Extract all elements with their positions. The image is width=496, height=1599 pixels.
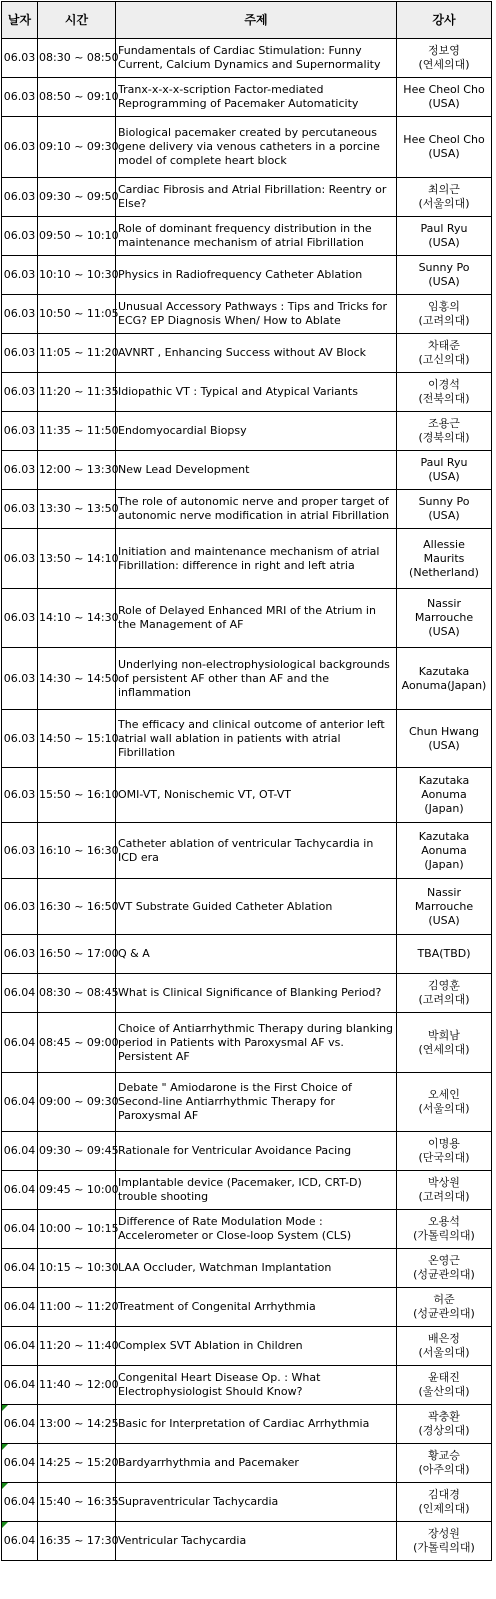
date-cell: 06.03 — [2, 823, 38, 879]
topic-cell: Difference of Rate Modulation Mode : Accelerometer or Close-loop System (CLS) — [116, 1210, 397, 1249]
time-cell: 14:25 ~ 15:20 — [38, 1444, 116, 1483]
date-cell: 06.03 — [2, 295, 38, 334]
table-row — [2, 768, 492, 823]
speaker-cell: 허준 (성균관의대) — [397, 1288, 492, 1327]
speaker-cell: Nassir Marrouche (USA) — [397, 589, 492, 648]
table-row — [2, 1210, 492, 1249]
topic-cell: Treatment of Congenital Arrhythmia — [116, 1288, 397, 1327]
time-cell: 14:50 ~ 15:10 — [38, 710, 116, 768]
table-row — [2, 1444, 492, 1483]
date-cell: 06.04 — [2, 1171, 38, 1210]
time-cell: 08:50 ~ 09:10 — [38, 78, 116, 117]
speaker-cell: 정보영 (연세의대) — [397, 39, 492, 78]
speaker-cell: Kazutaka Aonuma (Japan) — [397, 823, 492, 879]
table-row — [2, 373, 492, 412]
time-cell: 09:30 ~ 09:45 — [38, 1132, 116, 1171]
date-cell: 06.03 — [2, 529, 38, 589]
time-cell: 09:45 ~ 10:00 — [38, 1171, 116, 1210]
time-cell: 16:30 ~ 16:50 — [38, 879, 116, 935]
date-cell: 06.03 — [2, 373, 38, 412]
date-cell: 06.03 — [2, 451, 38, 490]
time-cell: 10:00 ~ 10:15 — [38, 1210, 116, 1249]
table-row — [2, 1249, 492, 1288]
speaker-cell: 최의근 (서울의대) — [397, 178, 492, 217]
speaker-cell: 임홍의 (고려의대) — [397, 295, 492, 334]
table-row — [2, 451, 492, 490]
topic-cell: Cardiac Fibrosis and Atrial Fibrillation: Reentry or Else? — [116, 178, 397, 217]
topic-cell: AVNRT , Enhancing Success without AV Block — [116, 334, 397, 373]
topic-cell: New Lead Development — [116, 451, 397, 490]
time-cell: 15:50 ~ 16:10 — [38, 768, 116, 823]
date-cell: 06.04 — [2, 1444, 38, 1483]
table-row — [2, 1405, 492, 1444]
time-cell: 09:10 ~ 09:30 — [38, 117, 116, 178]
date-cell: 06.03 — [2, 39, 38, 78]
time-cell: 11:00 ~ 11:20 — [38, 1288, 116, 1327]
topic-cell: Fundamentals of Cardiac Stimulation: Funny Current, Calcium Dynamics and Supernormality — [116, 39, 397, 78]
topic-cell: Bardyarrhythmia and Pacemaker — [116, 1444, 397, 1483]
schedule-table — [1, 1, 492, 1561]
table-row — [2, 589, 492, 648]
speaker-cell: 오세인 (서울의대) — [397, 1073, 492, 1132]
table-row — [2, 974, 492, 1013]
table-row — [2, 334, 492, 373]
topic-cell: Supraventricular Tachycardia — [116, 1483, 397, 1522]
date-cell: 06.03 — [2, 334, 38, 373]
date-cell: 06.03 — [2, 490, 38, 529]
speaker-cell: 조용근 (경북의대) — [397, 412, 492, 451]
topic-cell: Ventricular Tachycardia — [116, 1522, 397, 1561]
topic-cell: Choice of Antiarrhythmic Therapy during blanking period in Patients with Paroxysmal AF vs. Persistent AF — [116, 1013, 397, 1073]
speaker-cell: 차태준 (고신의대) — [397, 334, 492, 373]
time-cell: 11:40 ~ 12:00 — [38, 1366, 116, 1405]
date-cell: 06.04 — [2, 1013, 38, 1073]
table-row — [2, 1366, 492, 1405]
time-cell: 16:50 ~ 17:00 — [38, 935, 116, 974]
topic-cell: Debate " Amiodarone is the First Choice of Second-line Antiarrhythmic Therapy for Paroxysmal AF — [116, 1073, 397, 1132]
table-row — [2, 529, 492, 589]
topic-cell: The role of autonomic nerve and proper target of autonomic nerve modification in atrial Fibrillation — [116, 490, 397, 529]
topic-cell: Basic for Interpretation of Cardiac Arrhythmia — [116, 1405, 397, 1444]
header-speaker: 강사 — [397, 2, 492, 39]
date-cell: 06.03 — [2, 178, 38, 217]
date-cell: 06.03 — [2, 648, 38, 710]
topic-cell: Underlying non-electrophysiological backgrounds of persistent AF other than AF and the inflammation — [116, 648, 397, 710]
topic-cell: Tranx-x-x-x-scription Factor-mediated Reprogramming of Pacemaker Automaticity — [116, 78, 397, 117]
speaker-cell: Sunny Po (USA) — [397, 256, 492, 295]
table-row — [2, 1288, 492, 1327]
time-cell: 15:40 ~ 16:35 — [38, 1483, 116, 1522]
table-row — [2, 1522, 492, 1561]
topic-cell: Initiation and maintenance mechanism of atrial Fibrillation: difference in right and left atria — [116, 529, 397, 589]
date-cell: 06.04 — [2, 1288, 38, 1327]
time-cell: 16:35 ~ 17:30 — [38, 1522, 116, 1561]
time-cell: 09:30 ~ 09:50 — [38, 178, 116, 217]
date-cell: 06.04 — [2, 1522, 38, 1561]
speaker-cell: 이명용 (단국의대) — [397, 1132, 492, 1171]
time-cell: 11:05 ~ 11:20 — [38, 334, 116, 373]
table-row — [2, 1327, 492, 1366]
speaker-cell: 김대경 (인제의대) — [397, 1483, 492, 1522]
speaker-cell: Chun Hwang (USA) — [397, 710, 492, 768]
speaker-cell: 박희남 (연세의대) — [397, 1013, 492, 1073]
date-cell: 06.04 — [2, 1327, 38, 1366]
table-row — [2, 710, 492, 768]
topic-cell: Rationale for Ventricular Avoidance Pacing — [116, 1132, 397, 1171]
time-cell: 14:10 ~ 14:30 — [38, 589, 116, 648]
speaker-cell: TBA(TBD) — [397, 935, 492, 974]
speaker-cell: 온영근 (성균관의대) — [397, 1249, 492, 1288]
table-row — [2, 78, 492, 117]
header-row — [2, 2, 492, 39]
time-cell: 13:30 ~ 13:50 — [38, 490, 116, 529]
speaker-cell: Kazutaka Aonuma(Japan) — [397, 648, 492, 710]
time-cell: 10:10 ~ 10:30 — [38, 256, 116, 295]
speaker-cell: 배은정 (서울의대) — [397, 1327, 492, 1366]
speaker-cell: Hee Cheol Cho (USA) — [397, 117, 492, 178]
topic-cell: Congenital Heart Disease Op. : What Electrophysiologist Should Know? — [116, 1366, 397, 1405]
table-row — [2, 256, 492, 295]
date-cell: 06.03 — [2, 117, 38, 178]
table-row — [2, 217, 492, 256]
date-cell: 06.03 — [2, 935, 38, 974]
topic-cell: OMI-VT, Nonischemic VT, OT-VT — [116, 768, 397, 823]
date-cell: 06.04 — [2, 1210, 38, 1249]
topic-cell: The efficacy and clinical outcome of anterior left atrial wall ablation in patients with atrial Fibrillation — [116, 710, 397, 768]
table-row — [2, 295, 492, 334]
time-cell: 13:00 ~ 14:25 — [38, 1405, 116, 1444]
topic-cell: What is Clinical Significance of Blanking Period? — [116, 974, 397, 1013]
date-cell: 06.03 — [2, 879, 38, 935]
date-cell: 06.04 — [2, 1405, 38, 1444]
topic-cell: Biological pacemaker created by percutaneous gene delivery via venous catheters in a porcine model of complete heart block — [116, 117, 397, 178]
time-cell: 14:30 ~ 14:50 — [38, 648, 116, 710]
speaker-cell: 오용석 (가톨릭의대) — [397, 1210, 492, 1249]
topic-cell: Unusual Accessory Pathways : Tips and Tricks for ECG? EP Diagnosis When/ How to Ablate — [116, 295, 397, 334]
date-cell: 06.03 — [2, 78, 38, 117]
date-cell: 06.03 — [2, 256, 38, 295]
time-cell: 13:50 ~ 14:10 — [38, 529, 116, 589]
table-row — [2, 1132, 492, 1171]
time-cell: 10:15 ~ 10:30 — [38, 1249, 116, 1288]
speaker-cell: 이경석 (전북의대) — [397, 373, 492, 412]
topic-cell: VT Substrate Guided Catheter Ablation — [116, 879, 397, 935]
table-row — [2, 39, 492, 78]
table-row — [2, 823, 492, 879]
speaker-cell: Hee Cheol Cho (USA) — [397, 78, 492, 117]
date-cell: 06.04 — [2, 1132, 38, 1171]
time-cell: 08:30 ~ 08:45 — [38, 974, 116, 1013]
speaker-cell: 곽충환 (경상의대) — [397, 1405, 492, 1444]
speaker-cell: 황교승 (아주의대) — [397, 1444, 492, 1483]
time-cell: 10:50 ~ 11:05 — [38, 295, 116, 334]
date-cell: 06.04 — [2, 1483, 38, 1522]
speaker-cell: Allessie Maurits (Netherland) — [397, 529, 492, 589]
table-row — [2, 178, 492, 217]
date-cell: 06.04 — [2, 1249, 38, 1288]
topic-cell: Idiopathic VT : Typical and Atypical Variants — [116, 373, 397, 412]
table-row — [2, 412, 492, 451]
speaker-cell: 윤태진 (울산의대) — [397, 1366, 492, 1405]
topic-cell: Role of Delayed Enhanced MRI of the Atrium in the Management of AF — [116, 589, 397, 648]
topic-cell: Endomyocardial Biopsy — [116, 412, 397, 451]
time-cell: 09:50 ~ 10:10 — [38, 217, 116, 256]
topic-cell: Role of dominant frequency distribution in the maintenance mechanism of atrial Fibrillation — [116, 217, 397, 256]
table-row — [2, 935, 492, 974]
topic-cell: Catheter ablation of ventricular Tachycardia in ICD era — [116, 823, 397, 879]
time-cell: 11:20 ~ 11:35 — [38, 373, 116, 412]
topic-cell: Physics in Radiofrequency Catheter Ablation — [116, 256, 397, 295]
time-cell: 16:10 ~ 16:30 — [38, 823, 116, 879]
speaker-cell: Paul Ryu (USA) — [397, 451, 492, 490]
speaker-cell: 박상원 (고려의대) — [397, 1171, 492, 1210]
topic-cell: LAA Occluder, Watchman Implantation — [116, 1249, 397, 1288]
table-row — [2, 1483, 492, 1522]
date-cell: 06.03 — [2, 412, 38, 451]
header-topic: 주제 — [116, 2, 397, 39]
date-cell: 06.03 — [2, 768, 38, 823]
speaker-cell: Paul Ryu (USA) — [397, 217, 492, 256]
table-row — [2, 1013, 492, 1073]
topic-cell: Implantable device (Pacemaker, ICD, CRT-D) trouble shooting — [116, 1171, 397, 1210]
topic-cell: Q & A — [116, 935, 397, 974]
header-date: 날자 — [2, 2, 38, 39]
table-row — [2, 648, 492, 710]
header-time: 시간 — [38, 2, 116, 39]
speaker-cell: 김영훈 (고려의대) — [397, 974, 492, 1013]
time-cell: 09:00 ~ 09:30 — [38, 1073, 116, 1132]
time-cell: 12:00 ~ 13:30 — [38, 451, 116, 490]
speaker-cell: Sunny Po (USA) — [397, 490, 492, 529]
time-cell: 08:45 ~ 09:00 — [38, 1013, 116, 1073]
date-cell: 06.04 — [2, 1366, 38, 1405]
date-cell: 06.03 — [2, 589, 38, 648]
time-cell: 11:35 ~ 11:50 — [38, 412, 116, 451]
speaker-cell: Kazutaka Aonuma (Japan) — [397, 768, 492, 823]
topic-cell: Complex SVT Ablation in Children — [116, 1327, 397, 1366]
speaker-cell: 장성원 (가톨릭의대) — [397, 1522, 492, 1561]
date-cell: 06.03 — [2, 710, 38, 768]
table-row — [2, 490, 492, 529]
time-cell: 08:30 ~ 08:50 — [38, 39, 116, 78]
table-row — [2, 879, 492, 935]
schedule-body — [2, 39, 492, 1561]
speaker-cell: Nassir Marrouche (USA) — [397, 879, 492, 935]
date-cell: 06.04 — [2, 974, 38, 1013]
table-row — [2, 1171, 492, 1210]
date-cell: 06.04 — [2, 1073, 38, 1132]
date-cell: 06.03 — [2, 217, 38, 256]
table-row — [2, 1073, 492, 1132]
table-row — [2, 117, 492, 178]
time-cell: 11:20 ~ 11:40 — [38, 1327, 116, 1366]
